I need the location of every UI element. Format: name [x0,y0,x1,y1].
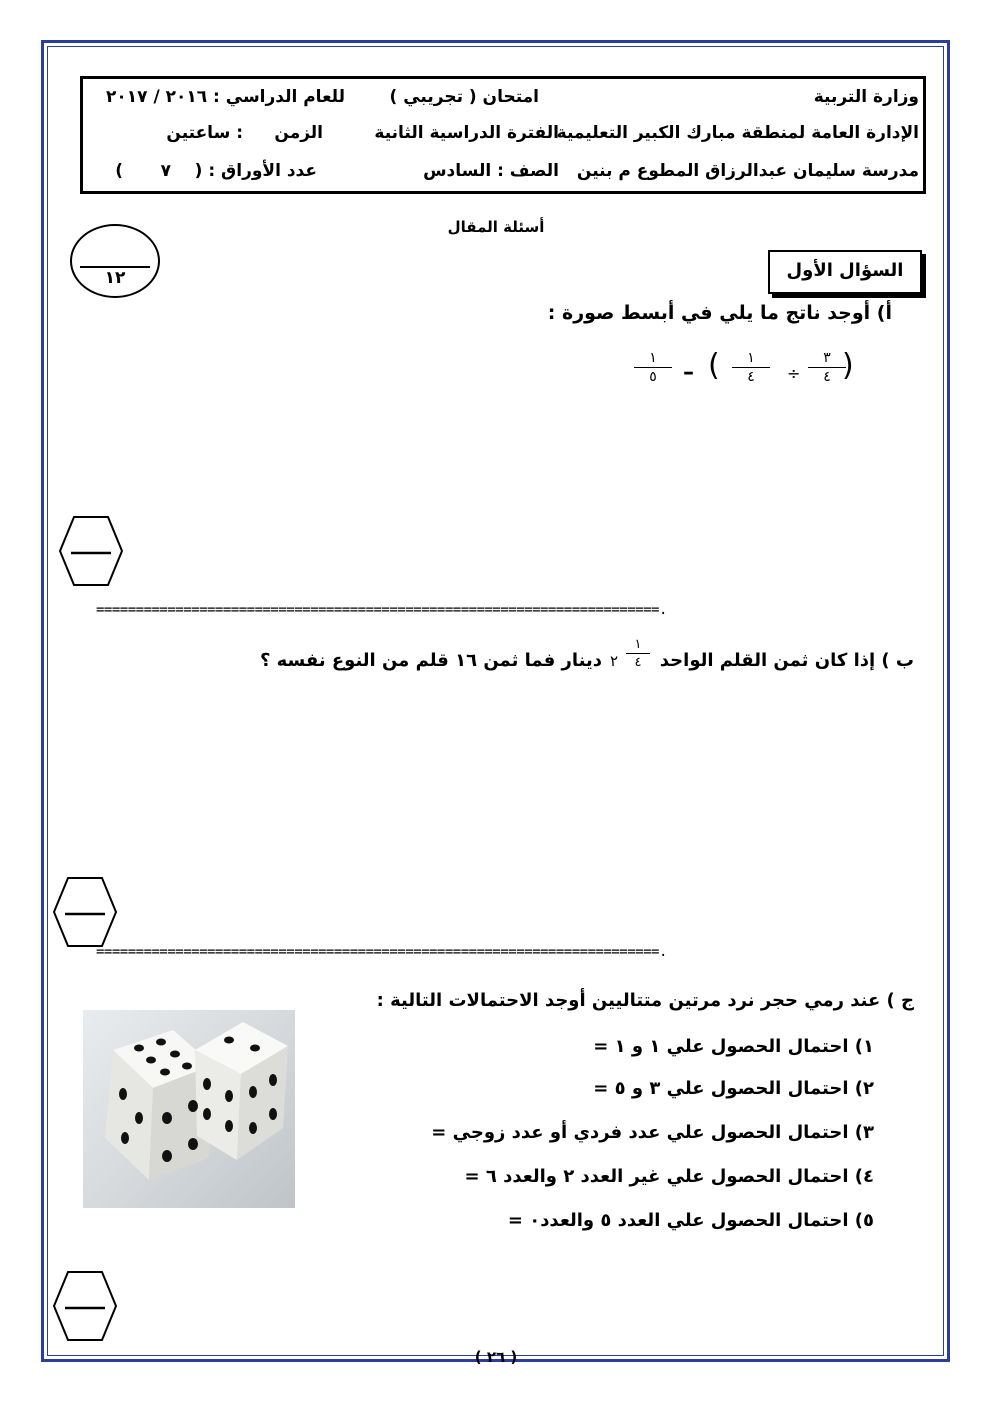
papers-close: ) [115,161,123,181]
part-c-label: ج ) عند رمي حجر نرد مرتين متتاليين أوجد الاحتمالات التالية : [376,990,914,1011]
part-a-label: أ) أوجد ناتج ما يلي في أبسط صورة : [547,302,892,324]
mark-hexagon-c [52,1270,118,1342]
part-b-whole: ٢ [610,652,619,670]
score-total: ١٢ [104,268,126,288]
fraction-3-bar [634,367,672,368]
probability-item-2: ٢) احتمال الحصول علي ٣ و ٥ = [593,1078,874,1099]
page-number: ( ٢٦ ) [474,1348,518,1366]
dice-photo [83,1010,295,1208]
mark-hexagon-b [52,876,118,948]
fraction-2-num: ١ [747,350,755,366]
probability-item-3: ٣) احتمال الحصول علي عدد فردي أو عدد زوجي = [431,1122,874,1143]
ministry-name: وزارة التربية [813,87,919,107]
fraction-3-den: ٥ [649,369,657,385]
part-b-fraction [626,637,650,670]
probability-item-1: ١) احتمال الحصول علي ١ و ١ = [593,1036,874,1057]
part-b-text-before: ب ) إذا كان ثمن القلم الواحد [659,650,914,671]
question-title: السؤال الأول [768,250,922,294]
fraction-3 [634,350,672,385]
papers-label: عدد الأوراق : ( [194,161,317,181]
time-value: : ساعتين [166,123,243,143]
school-name: مدرسة سليمان عبدالرزاق المطوع م بنين [576,161,919,181]
grade-label: الصف : السادس [423,161,559,181]
score-circle [70,224,160,298]
divide-sign: ÷ [787,364,801,383]
part-b-text-after: دينار فما ثمن ١٦ قلم من النوع نفسه ؟ [259,650,602,671]
fraction-2 [732,350,770,385]
exam-header [80,76,926,194]
fraction-1 [808,350,846,385]
paren-close: ) [708,348,720,383]
fraction-2-den: ٤ [747,369,755,385]
part-b-fraction-num: ١ [634,637,642,652]
papers-value: ٧ [160,161,171,181]
fraction-1-den: ٤ [823,369,831,385]
probability-item-4: ٤) احتمال الحصول علي غير العدد ٢ والعدد ٦ = [464,1166,874,1187]
separator-1: =======================================================================. [96,602,667,618]
fraction-1-bar [808,367,846,368]
fraction-1-num: ٣ [823,350,831,366]
minus-sign: – [683,360,694,385]
mark-hexagon-a [58,515,124,587]
time-label: الزمن [274,123,323,143]
paren-open: ( [842,348,854,383]
part-b-fraction-den: ٤ [634,655,642,670]
part-b-fraction-bar [626,653,650,654]
fraction-3-num: ١ [649,350,657,366]
academic-year: للعام الدراسي : ٢٠١٦ / ٢٠١٧ [106,87,345,107]
section-title: أسئلة المقال [447,218,545,236]
probability-item-5: ٥) احتمال الحصول علي العدد ٥ والعدد٠ = [507,1210,874,1231]
fraction-2-bar [732,367,770,368]
term-name: الفترة الدراسية الثانية [374,123,559,143]
separator-2: =======================================================================. [96,944,667,960]
directorate-name: الإدارة العامة لمنطقة مبارك الكبير التعليمية [556,123,919,143]
exam-type: امتحان ( تجريبي ) [389,87,539,107]
